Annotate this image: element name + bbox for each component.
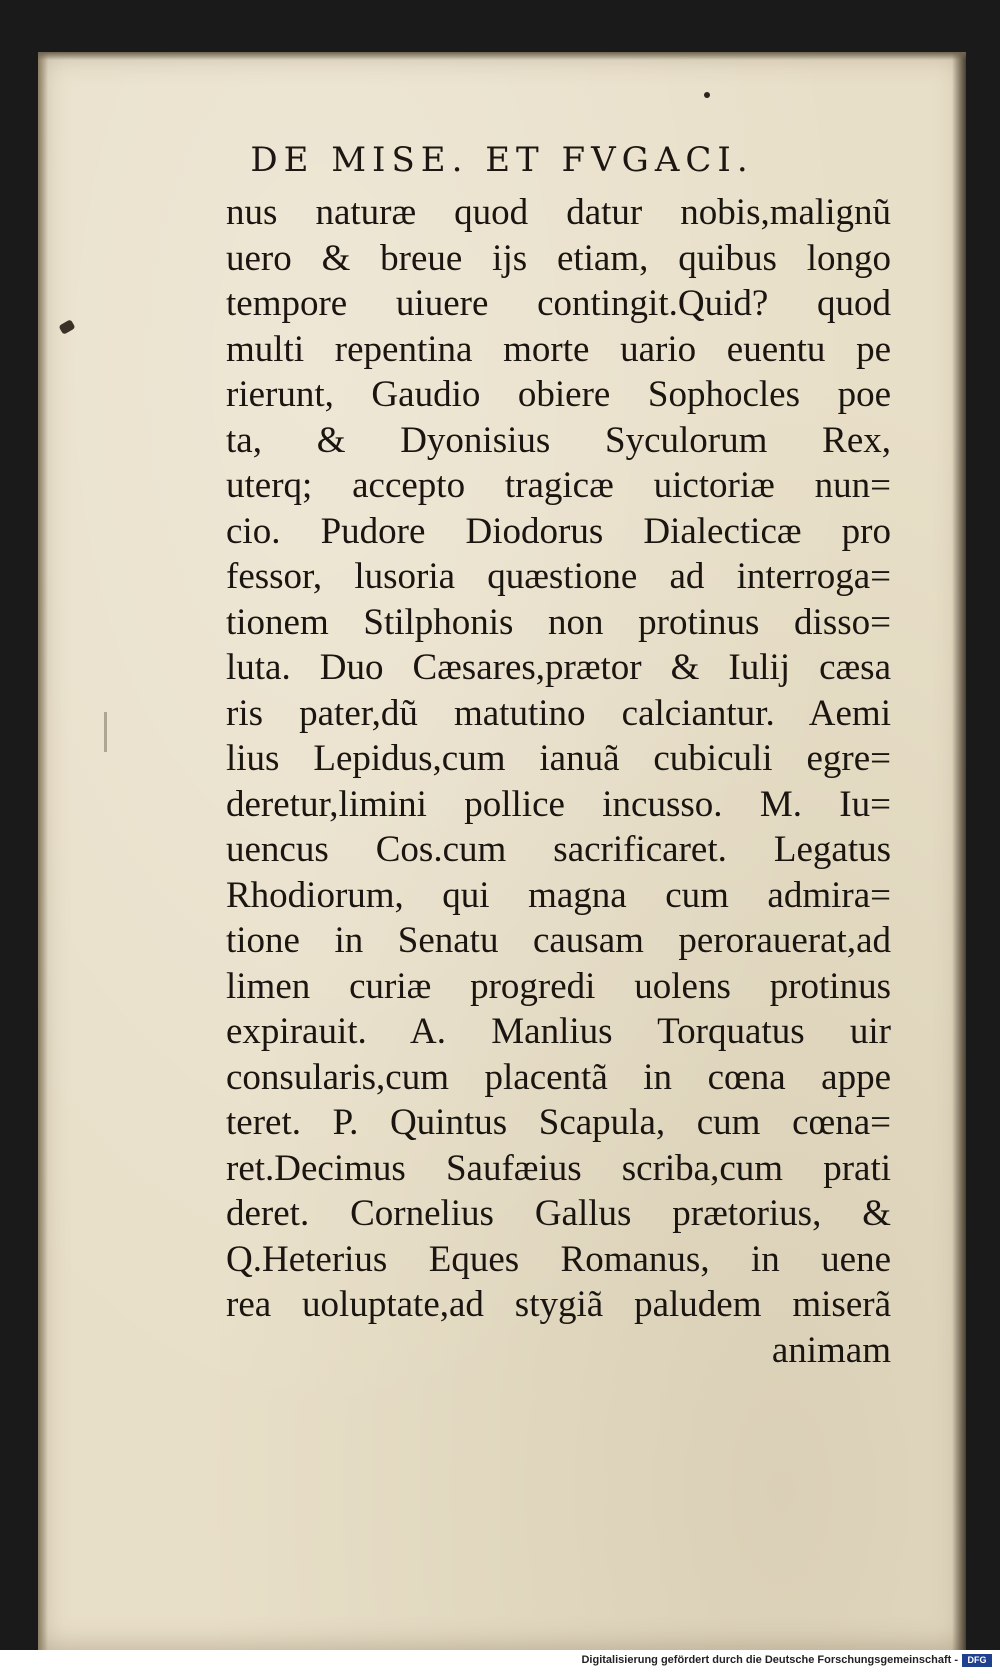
text-line: Rhodiorum, qui magna cum admira=	[226, 874, 891, 916]
text-line: tione in Senatu causam perorauerat,ad	[226, 920, 891, 961]
page-edge-left	[38, 52, 48, 1650]
text-line: deret. Cornelius Gallus prætorius, &	[226, 1193, 891, 1234]
text-line: limen curiæ progredi uolens protinus	[226, 965, 891, 1007]
text-line: tempore uiuere contingit.Quid? quod	[226, 283, 891, 324]
text-line: cio. Pudore Diodorus Dialecticæ pro	[226, 510, 891, 552]
text-line: expirauit. A. Manlius Torquatus uir	[226, 1011, 891, 1052]
text-line: teret. P. Quintus Scapula, cum cœna=	[226, 1102, 891, 1143]
text-line: luta. Duo Cæsares,prætor & Iulij cæsa	[226, 647, 891, 688]
body-text	[226, 190, 891, 1373]
text-line: rierunt, Gaudio obiere Sophocles poe	[226, 374, 891, 415]
catchword: animam	[771, 1329, 891, 1371]
text-line: lius Lepidus,cum ianuã cubiculi egre=	[226, 738, 891, 779]
page-edge-right	[952, 52, 966, 1650]
text-line: rea uoluptate,ad stygiã paludem miserã	[226, 1284, 891, 1325]
text-line: uencus Cos.cum sacrificaret. Legatus	[226, 829, 891, 870]
page-leaf	[38, 52, 966, 1650]
funding-credit: Digitalisierung gefördert durch die Deutsche Forschungsgemeinschaft -	[581, 1654, 958, 1666]
margin-stain	[104, 712, 107, 752]
text-line: consularis,cum placentã in cœna appe	[226, 1056, 891, 1098]
dfg-logo: DFG	[962, 1654, 992, 1667]
footer-bar	[0, 1650, 1000, 1672]
text-line: ris pater,dũ matutino calciantur. Aemi	[226, 692, 891, 734]
margin-ink-mark	[58, 319, 75, 335]
text-line: ta, & Dyonisius Syculorum Rex,	[226, 419, 891, 461]
ink-spot	[704, 92, 710, 98]
text-line: nus naturæ quod datur nobis,malignũ	[226, 192, 891, 233]
running-head: DE MISE. ET FVGACI.	[250, 140, 754, 180]
text-line: deretur,limini pollice incusso. M. Iu=	[226, 783, 891, 825]
text-line: tionem Stilphonis non protinus disso=	[226, 601, 891, 643]
page-edge-top	[38, 52, 966, 60]
text-line: multi repentina morte uario euentu pe	[226, 328, 891, 370]
text-line: Q.Heterius Eques Romanus, in uene	[226, 1238, 891, 1280]
text-line: uterq; accepto tragicæ uictoriæ nun=	[226, 465, 891, 506]
text-line: fessor, lusoria quæstione ad interroga=	[226, 556, 891, 597]
text-line: ret.Decimus Saufæius scriba,cum prati	[226, 1147, 891, 1189]
text-line: uero & breue ijs etiam, quibus longo	[226, 237, 891, 279]
